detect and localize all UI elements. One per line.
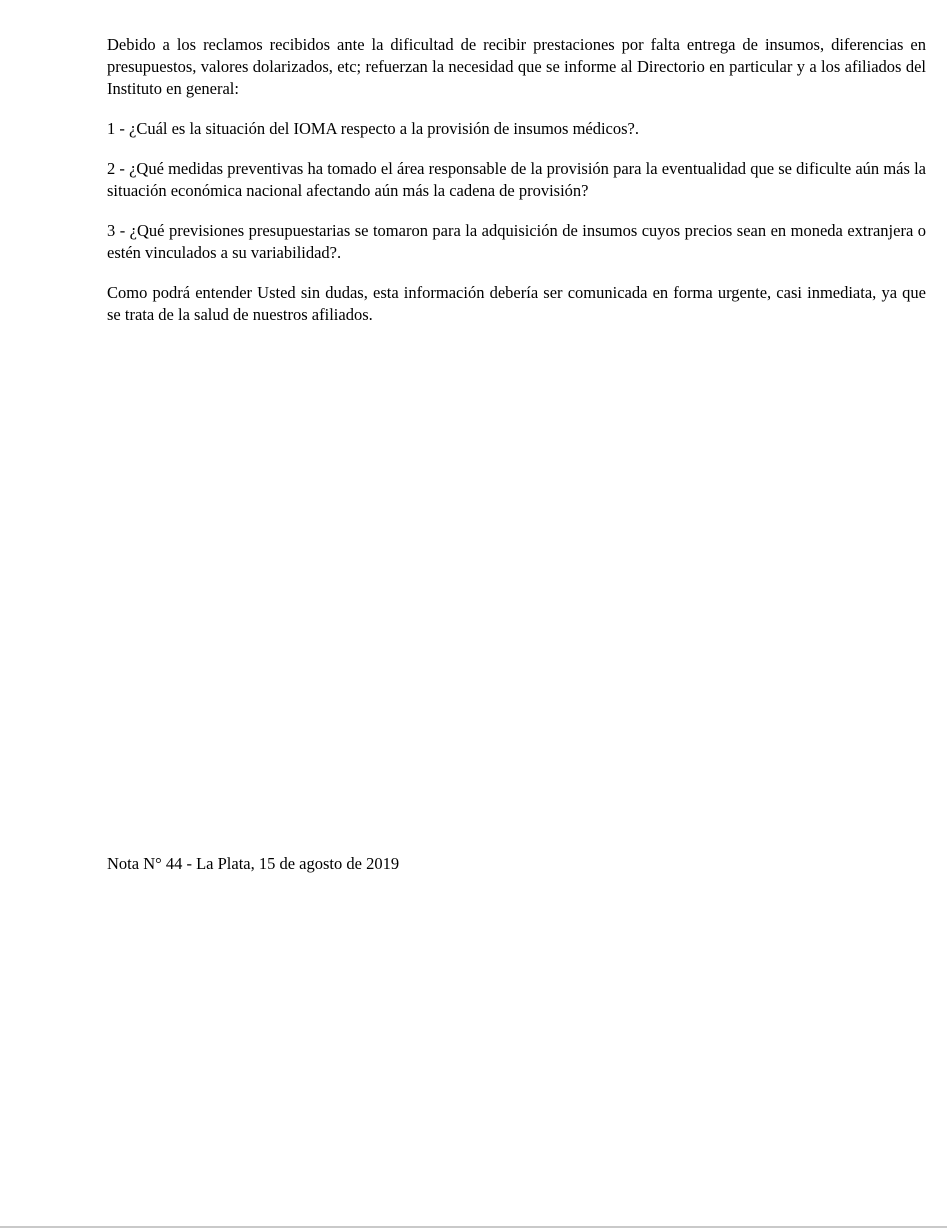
- intro-paragraph: Debido a los reclamos recibidos ante la dificultad de recibir prestaciones por falta entrega de insumos, diferencias en presupuestos, valores dolarizados, etc; refuerzan la necesidad que se informe al Directorio en particular y a los afiliados del Instituto en general:: [107, 35, 926, 98]
- question-1: 1 - ¿Cuál es la situación del IOMA respecto a la provisión de insumos médicos?.: [107, 119, 640, 138]
- letter-body: [107, 34, 926, 344]
- question-3: 3 - ¿Qué previsiones presupuestarias se tomaron para la adquisición de insumos cuyos precios sean en moneda extranjera o estén vinculados a su variabilidad?.: [107, 221, 926, 262]
- closing-paragraph: Como podrá entender Usted sin dudas, esta información debería ser comunicada en forma urgente, casi inmediata, ya que se trata de la salud de nuestros afiliados.: [107, 283, 926, 324]
- page-bottom-divider: [0, 1226, 947, 1228]
- question-2: 2 - ¿Qué medidas preventivas ha tomado el área responsable de la provisión para la eventualidad que se dificulte aún más la situación económica nacional afectando aún más la cadena de provisión?: [107, 159, 926, 200]
- note-number-date-line: Nota N° 44 - La Plata, 15 de agosto de 2019: [107, 854, 400, 873]
